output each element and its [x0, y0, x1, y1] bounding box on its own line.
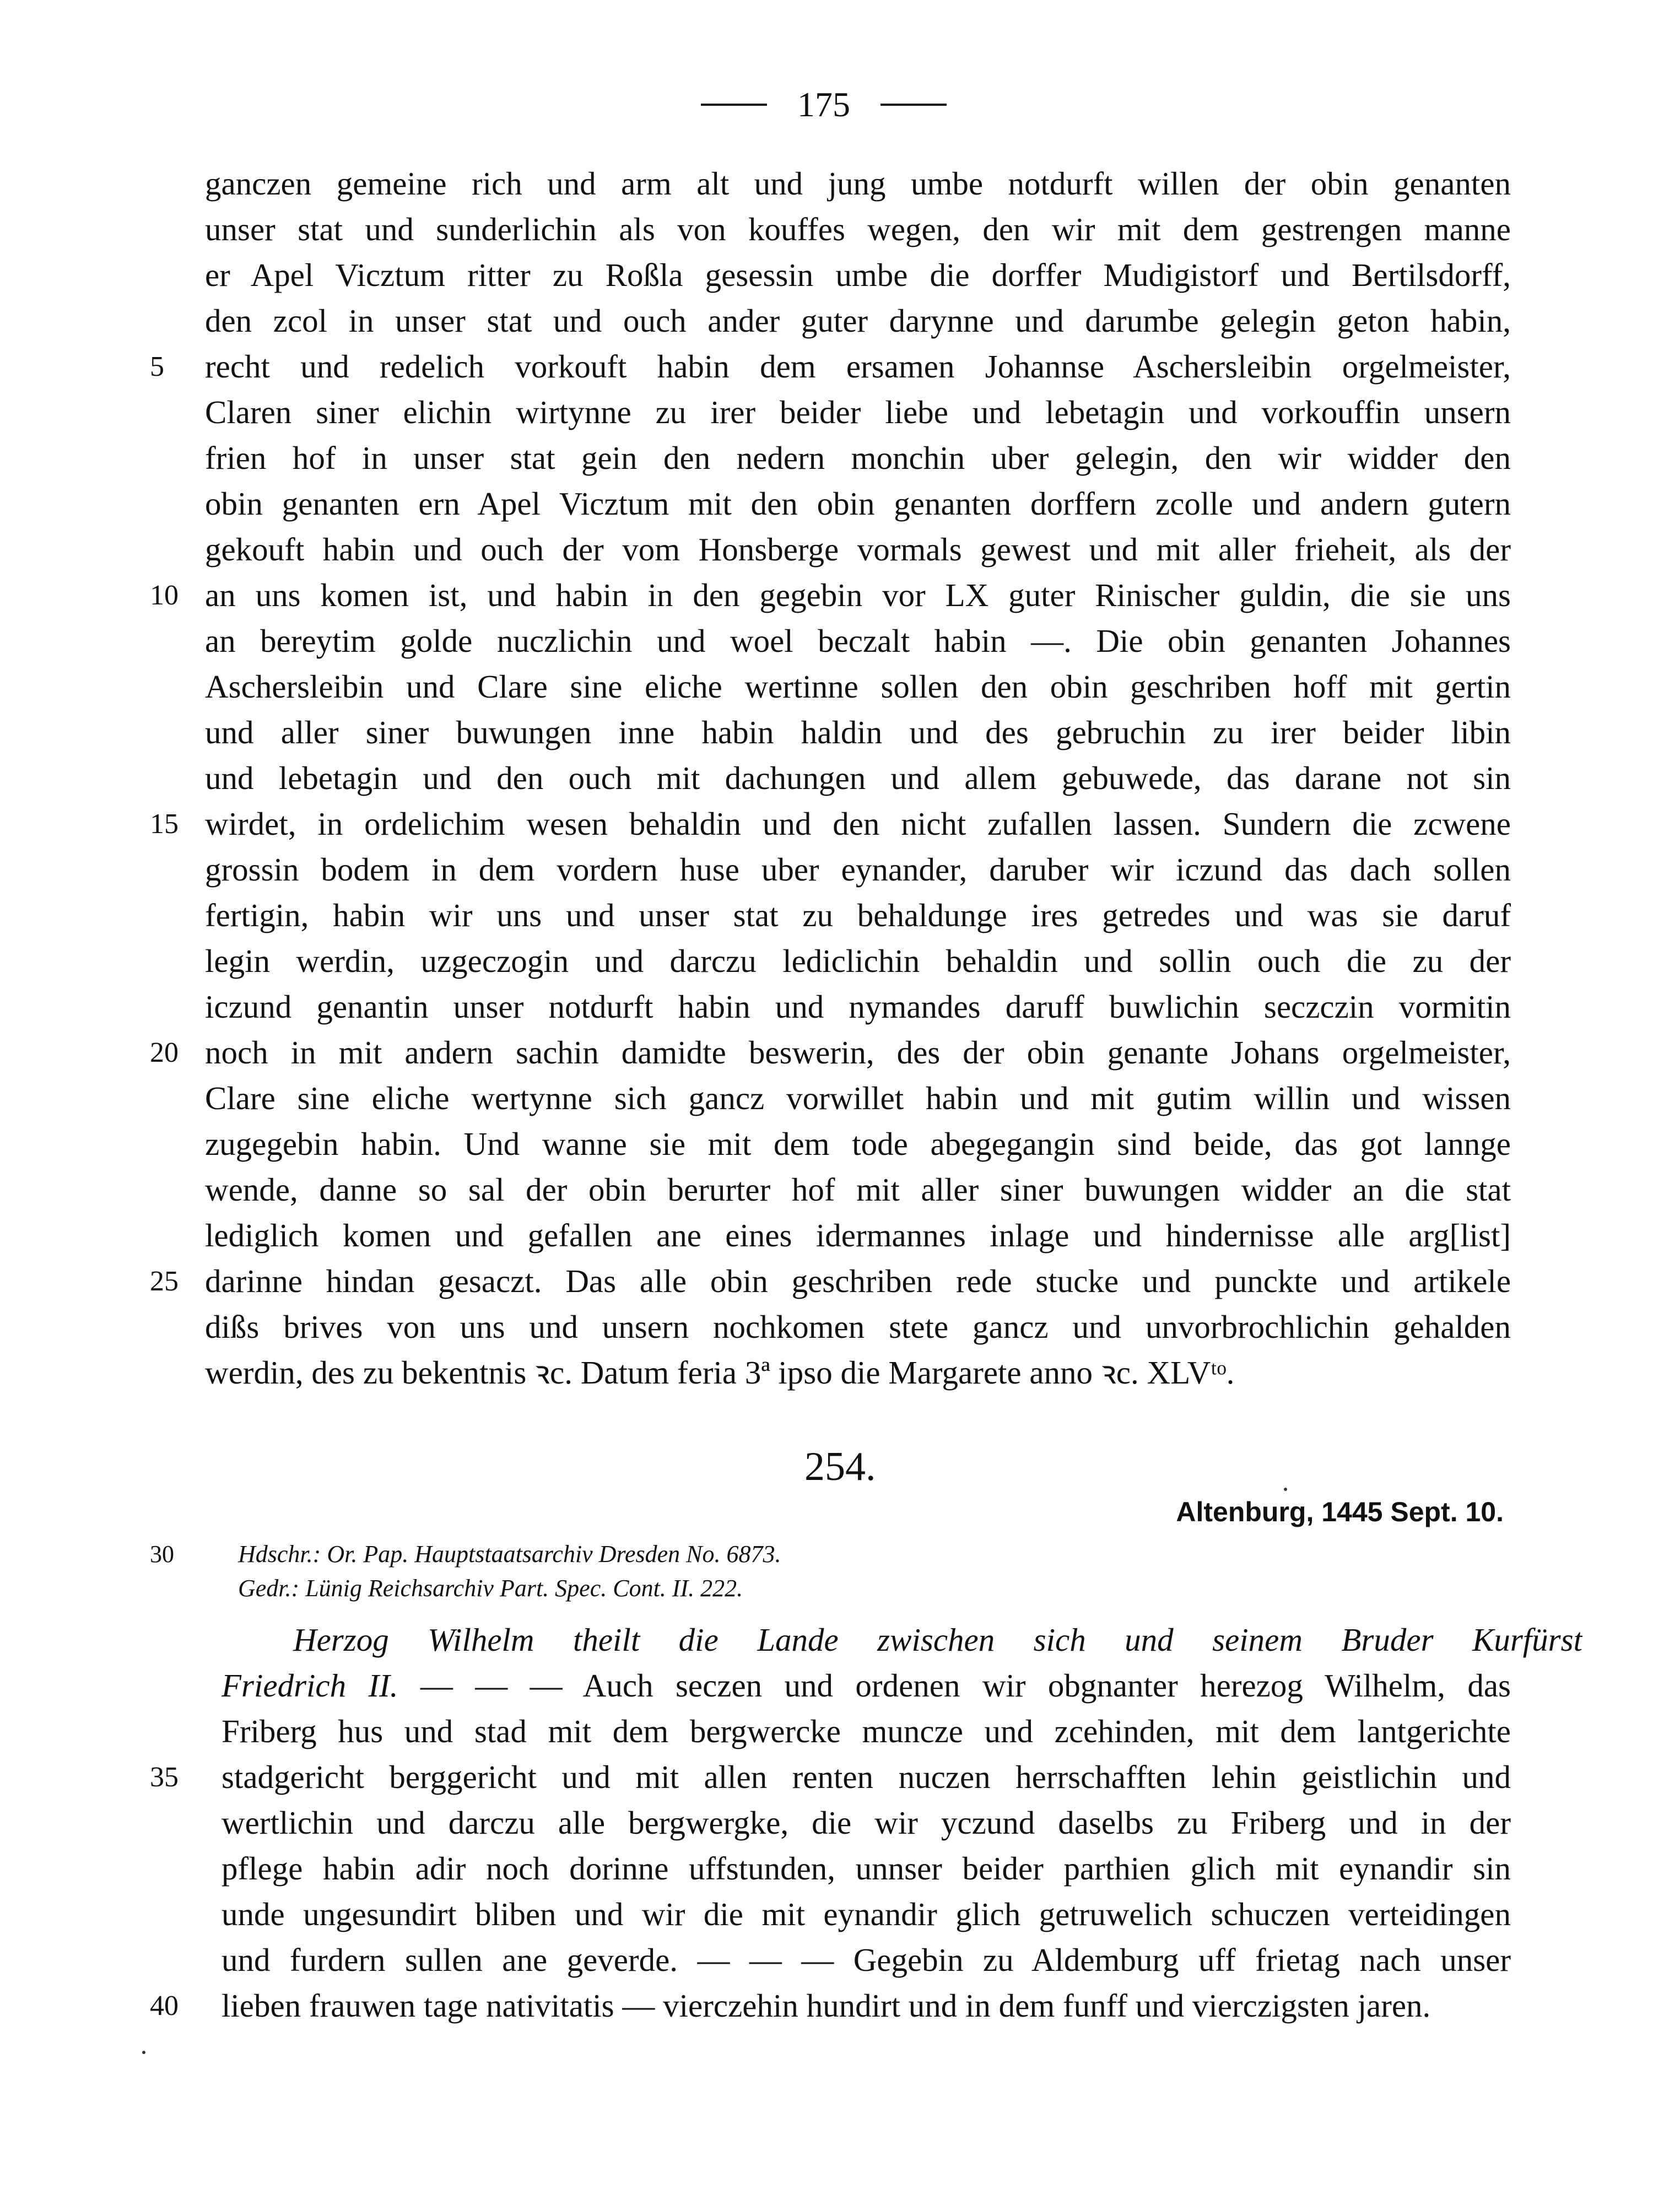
line-text: er Apel Vicztum ritter zu Roßla gesessin umbe die dorffer Mudigistorf und Bertilsdorff, [205, 257, 1511, 293]
line-text: pflege habin adir noch dorinne uffstunden, unnser beider parthien glich mit eynandir sin [222, 1850, 1511, 1887]
text-line [150, 984, 1511, 1030]
text-line [150, 481, 1511, 527]
text-line [150, 1709, 1511, 1754]
text-line [150, 435, 1511, 481]
text-line [150, 710, 1511, 755]
line-number: 35 [150, 1761, 179, 1793]
text-line [150, 1350, 1511, 1396]
text-line [150, 572, 1511, 618]
text-line [150, 1121, 1511, 1167]
line-text: lediglich komen und gefallen ane eines idermannes inlage und hindernisse alle arg[list] [205, 1217, 1511, 1253]
line-text: und furdern sullen ane geverde. — — — Gegebin zu Aldemburg uff frietag nach unser [222, 1942, 1511, 1978]
text-line [150, 1983, 1511, 2029]
line-text: wende, danne so sal der obin berurter hof mit aller siner buwungen widder an die stat [205, 1171, 1511, 1208]
text-line [150, 801, 1511, 847]
source-line [150, 1537, 1511, 1571]
line-text: gekouft habin und ouch der vom Honsberge vormals gewest und mit aller frieheit, als der [205, 531, 1511, 568]
line-text: stadgericht berggericht und mit allen renten nuczen herrschafften lehin geistlichin und [222, 1759, 1511, 1795]
place-date-heading: Altenburg, 1445 Sept. 10. [1176, 1496, 1504, 1527]
line-text: grossin bodem in dem vordern huse uber eynander, daruber wir iczund das dach sollen [205, 851, 1511, 888]
text-line [150, 1213, 1511, 1258]
line-number: 20 [150, 1037, 179, 1068]
text-line [150, 1754, 1511, 1800]
text-line [150, 1663, 1511, 1709]
line-text-rest: — — — Auch seczen und ordenen wir obgnanter herezog Wilhelm, das [420, 1667, 1511, 1704]
text-line [150, 1167, 1511, 1213]
text-line [150, 390, 1511, 435]
line-text: an uns komen ist, und habin in den gegebin vor LX guter Rinischer guldin, die sie uns [205, 577, 1511, 613]
line-text: Friberg hus und stad mit dem bergwercke muncze und zcehinden, mit dem lantgerichte [222, 1713, 1511, 1749]
text-line [150, 207, 1511, 252]
text-line [150, 344, 1511, 390]
main-text-block [150, 161, 1511, 1396]
line-text: ganczen gemeine rich und arm alt und jung umbe notdurft willen der obin genanten [205, 165, 1511, 202]
page-number: 175 [797, 85, 850, 124]
text-line [150, 664, 1511, 710]
line-text: zugegebin habin. Und wanne sie mit dem tode abegegangin sind beide, das got lannge [205, 1126, 1511, 1162]
text-line [150, 1800, 1511, 1846]
line-number: 25 [150, 1266, 179, 1297]
text-line [150, 1937, 1511, 1983]
text-line [150, 1030, 1511, 1076]
summary-line [150, 1617, 1582, 1663]
line-text: dißs brives von uns und unsern nochkomen stete gancz und unvorbrochlichin gehalden [205, 1309, 1511, 1345]
print-speck [1284, 1488, 1287, 1491]
line-text: und lebetagin und den ouch mit dachungen und allem gebuwede, das darane not sin [205, 760, 1511, 796]
page-header [678, 80, 970, 129]
line-text: frien hof in unser stat gein den nedern monchin uber gelegin, den wir widder den [205, 440, 1511, 476]
document-text-block [150, 1617, 1582, 2029]
line-text: werdin, des zu bekentnis ꝛc. Datum feria 3ª ipso die Margarete anno ꝛc. XLVᵗᵒ. [205, 1354, 1235, 1391]
line-text: darinne hindan gesaczt. Das alle obin geschriben rede stucke und punckte und artikele [205, 1263, 1511, 1299]
print-speck [142, 2051, 145, 2054]
line-number: 10 [150, 580, 179, 611]
line-text [222, 1663, 1511, 1709]
text-line [150, 847, 1511, 893]
line-text: Aschersleibin und Clare sine eliche wertinne sollen den obin geschriben hoff mit gertin [205, 668, 1511, 705]
text-line [150, 1076, 1511, 1121]
text-line [150, 618, 1511, 664]
text-line [150, 755, 1511, 801]
text-line [150, 938, 1511, 984]
source-references [150, 1537, 1511, 1606]
text-line [150, 1892, 1511, 1937]
source-text: Hdschr.: Or. Pap. Hauptstaatsarchiv Dresden No. 6873. [238, 1541, 781, 1568]
line-text: Clare sine eliche wertynne sich gancz vorwillet habin und mit gutim willin und wissen [205, 1080, 1511, 1116]
text-line [150, 1304, 1511, 1350]
text-line [150, 252, 1511, 298]
line-text: den zcol in unser stat und ouch ander guter darynne und darumbe gelegin geton habin, [205, 302, 1511, 339]
line-text: legin werdin, uzgeczogin und darczu lediclichin behaldin und sollin ouch die zu der [205, 943, 1511, 979]
line-number: 30 [150, 1541, 174, 1568]
summary-continuation: Friedrich II. [222, 1667, 420, 1704]
header-rule-right [880, 104, 947, 106]
line-text: obin genanten ern Apel Vicztum mit den obin genanten dorffern zcolle und andern gutern [205, 485, 1511, 522]
document-summary: Herzog Wilhelm theilt die Lande zwischen sich und seinem Bruder Kurfürst [293, 1622, 1582, 1658]
line-text: unser stat und sunderlichin als von kouffes wegen, den wir mit dem gestrengen manne [205, 211, 1511, 247]
text-line [150, 527, 1511, 572]
line-number: 40 [150, 1990, 179, 2022]
document-number: 254. [804, 1444, 876, 1489]
source-line [150, 1571, 1511, 1606]
text-line [150, 161, 1511, 207]
line-text: fertigin, habin wir uns und unser stat zu behaldunge ires getredes und was sie daruf [205, 897, 1511, 933]
header-rule-left [701, 104, 767, 106]
text-line [150, 893, 1511, 938]
line-text: lieben frauwen tage nativitatis — vierczehin hundirt und in dem funff und vierczigsten jaren. [222, 1987, 1431, 2024]
line-number: 5 [150, 351, 164, 382]
line-number: 15 [150, 808, 179, 840]
text-line [150, 1846, 1511, 1892]
line-text: und aller siner buwungen inne habin haldin und des gebruchin zu irer beider libin [205, 714, 1511, 750]
line-text: wirdet, in ordelichim wesen behaldin und den nicht zufallen lassen. Sundern die zcwene [205, 806, 1511, 842]
line-text: Claren siner elichin wirtynne zu irer beider liebe und lebetagin und vorkouffin unsern [205, 394, 1511, 430]
line-text: an bereytim golde nuczlichin und woel beczalt habin —. Die obin genanten Johannes [205, 623, 1511, 659]
line-text: recht und redelich vorkouft habin dem ersamen Johannse Aschersleibin orgelmeister, [205, 348, 1511, 385]
line-text: iczund genantin unser notdurft habin und nymandes daruff buwlichin seczczin vormitin [205, 988, 1511, 1025]
source-text: Gedr.: Lünig Reichsarchiv Part. Spec. Cont. II. 222. [238, 1575, 743, 1602]
line-text: noch in mit andern sachin damidte beswerin, des der obin genante Johans orgelmeister, [205, 1034, 1511, 1071]
text-line [150, 1258, 1511, 1304]
line-text: unde ungesundirt bliben und wir die mit eynandir glich getruwelich schuczen verteidingen [222, 1896, 1511, 1932]
line-text: wertlichin und darczu alle bergwergke, die wir yczund daselbs zu Friberg und in der [222, 1804, 1511, 1841]
text-line [150, 298, 1511, 344]
